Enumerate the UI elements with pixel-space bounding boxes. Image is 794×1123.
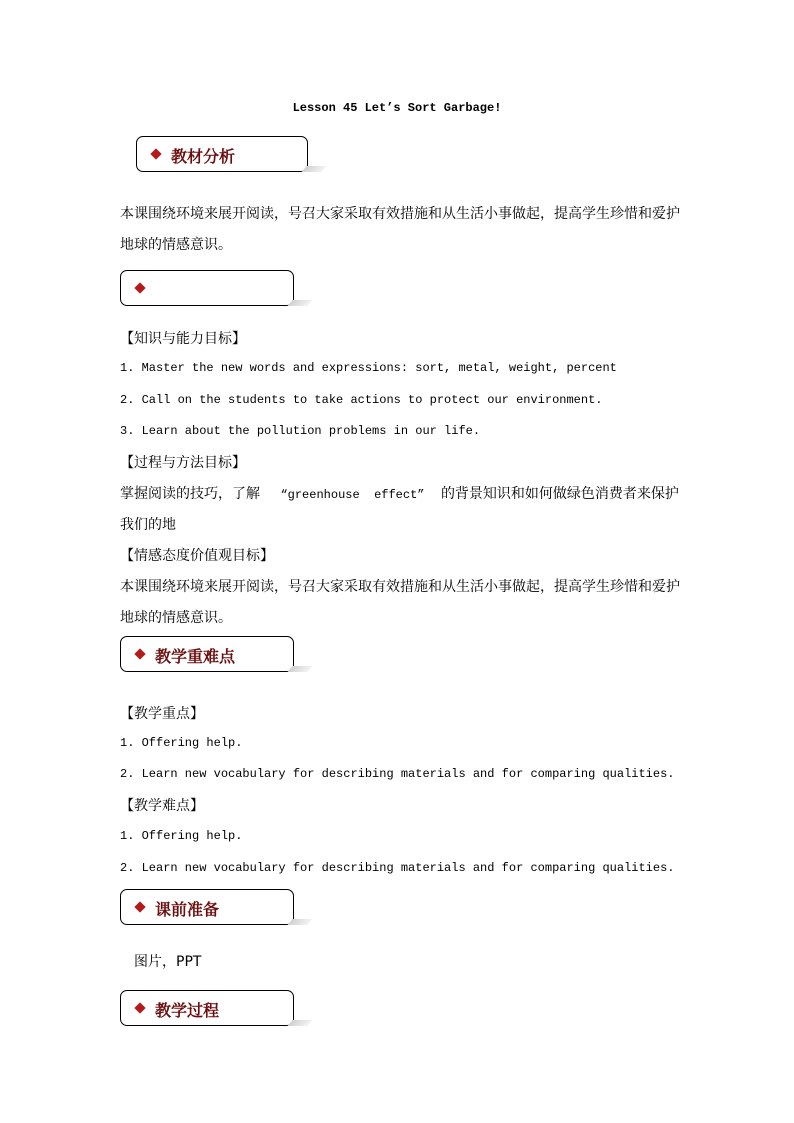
emotion-line-2: 地球的情感意识。 <box>120 610 232 626</box>
section-heading-preparation <box>120 889 294 925</box>
section-label: 教学重难点 <box>155 647 236 666</box>
emotion-heading: 【情感态度价值观目标】 <box>120 548 274 564</box>
knowledge-item: 2. Call on the students to take actions to protect our environment. <box>120 393 603 407</box>
process-line-1 <box>120 483 679 503</box>
difficulty-item: 2. Learn new vocabulary for describing materials and for comparing qualities. <box>120 861 675 875</box>
process-text-c: 的背景知识和如何做绿色消费者来保护 <box>440 486 679 502</box>
knowledge-heading: 【知识与能力目标】 <box>120 331 246 347</box>
process-heading: 【过程与方法目标】 <box>120 455 246 471</box>
focus-item: 2. Learn new vocabulary for describing materials and for comparing qualities. <box>120 767 675 781</box>
diamond-icon <box>134 648 145 659</box>
section-heading-process <box>120 990 294 1026</box>
section-heading-goals <box>120 270 294 306</box>
focus-heading: 【教学重点】 <box>120 706 204 722</box>
section-heading-analysis <box>136 136 308 172</box>
diamond-icon <box>134 901 145 912</box>
analysis-line-1: 本课围绕环境来展开阅读，号召大家采取有效措施和从生活小事做起，提高学生珍惜和爱护 <box>120 206 680 222</box>
knowledge-item: 3. Learn about the pollution problems in our life. <box>120 424 481 438</box>
process-term: “greenhouse effect” <box>280 488 425 502</box>
emotion-line-1: 本课围绕环境来展开阅读，号召大家采取有效措施和从生活小事做起，提高学生珍惜和爱护 <box>120 579 680 595</box>
section-heading-key-points <box>120 636 294 672</box>
diamond-icon <box>150 148 161 159</box>
document-title: Lesson 45 Let’s Sort Garbage! <box>292 101 502 115</box>
analysis-line-2: 地球的情感意识。 <box>120 237 232 253</box>
section-label: 教学过程 <box>155 1001 220 1020</box>
focus-item: 1. Offering help. <box>120 736 243 750</box>
knowledge-item: 1. Master the new words and expressions: sort, metal, weight, percent <box>120 361 617 375</box>
section-label: 课前准备 <box>155 900 220 919</box>
difficulty-item: 1. Offering help. <box>120 829 243 843</box>
preparation-text: 图片，PPT <box>134 954 202 970</box>
process-line-2: 我们的地 <box>120 517 176 533</box>
diamond-icon <box>134 1002 145 1013</box>
diamond-icon <box>134 282 145 293</box>
section-label: 教材分析 <box>171 147 236 166</box>
difficulty-heading: 【教学难点】 <box>120 798 204 814</box>
process-text-a: 掌握阅读的技巧，了解 <box>120 486 260 502</box>
